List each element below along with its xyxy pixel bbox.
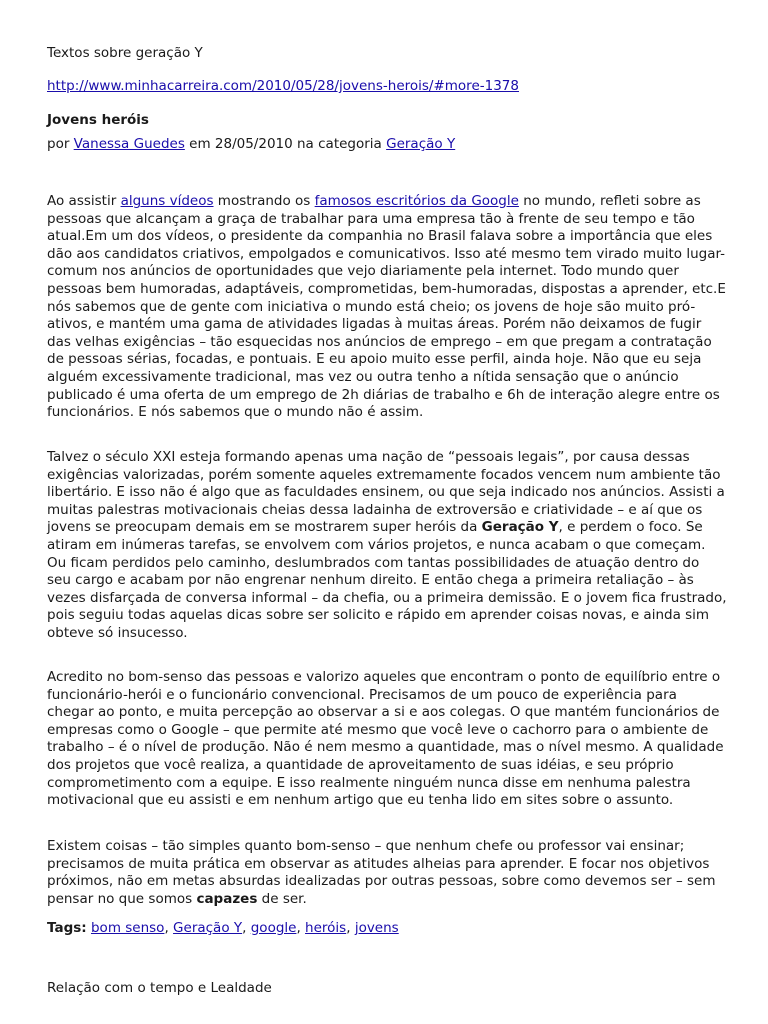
tag-link-jovens[interactable]: jovens xyxy=(354,920,399,936)
paragraph-1 xyxy=(47,193,727,422)
paragraph-4-text-b: de ser. xyxy=(257,890,307,907)
paragraph-3 xyxy=(47,669,727,810)
tag-link-herois[interactable]: heróis xyxy=(305,920,347,936)
category-link[interactable]: Geração Y xyxy=(386,136,456,152)
tag-link-google[interactable]: google xyxy=(250,920,297,936)
paragraph-4-bold: capazes xyxy=(196,890,258,907)
videos-link[interactable]: alguns vídeos xyxy=(120,193,214,209)
paragraph-4 xyxy=(47,838,727,908)
google-offices-link[interactable]: famosos escritórios da Google xyxy=(314,193,519,209)
byline-mid: em 28/05/2010 na categoria xyxy=(184,136,387,152)
paragraph-2-text-b: , e perdem o foco. Se atiram em inúmeras tarefas, se envolvem com vários projetos, e nunca acabam o que começam. Ou ficam perdidos pelo caminho, deslumbrados com tantas possibilidades de atuação dentro do seu cargo e acabam por não engrenar nenhum direito. E então chega a primeira retaliação – às vezes disfarçada de conversa informal – da chefia, ou a primeira demissão. E o jovem fica frustrado, pois seguiu todas aquelas dicas sobre ser solicito e rápido em aprender coisas novas, e ainda sim obteve só insucesso. xyxy=(47,519,727,641)
byline-prefix: por xyxy=(47,136,74,152)
tag-separator: , xyxy=(164,920,174,936)
post-byline xyxy=(47,136,455,153)
paragraph-1-text-c: no mundo, refleti sobre as pessoas que alcançam a graça de trabalhar para uma empresa tão à frente de seu tempo e tão atual.Em um dos vídeos, o presidente da companhia no Brasil falava sobre a importância que eles dão aos candidatos criativos, empolgados e comunicativos. Isso até mesmo tem virado muito lugar-comum nos anúncios de oportunidades que vejo diariamente pela internet. Todo mundo quer pessoas bem humoradas, adaptáveis, comprometidas, bem-humoradas, dispostas a aprender, etc.E nós sabemos que de gente com iniciativa o mundo está cheio; os jovens de hoje são muito pró-ativos, e mantém uma gama de atividades ligadas à muitas áreas. Porém não deixamos de fugir das velhas exigências – tão esquecidas nos anúncios de emprego – em que pregam a contratação de pessoas sérias, focadas, e pontuais. E eu apoio muito esse perfil, ainda hoje. Não que eu seja alguém excessivamente tradicional, mas vez ou outra tenho a nítida sensação que o anúncio publicado é uma oferta de um emprego de 2h diárias de trabalho e 6h de interação alegre entre os funcionários. E nós sabemos que o mundo não é assim. xyxy=(47,193,726,421)
tag-separator: , xyxy=(242,920,251,936)
paragraph-4-text-a: Existem coisas – tão simples quanto bom-senso – que nenhum chefe ou professor vai ensinar; precisamos de muita prática em observar as atitudes alheias para aprender. E focar nos objetivos próximos, não em metas absurdas idealizadas por outras pessoas, sobre como devemos ser – sem pensar no que somos xyxy=(47,838,716,907)
source-url-link[interactable]: http://www.minhacarreira.com/2010/05/28/jovens-herois/#more-1378 xyxy=(47,78,519,94)
paragraph-1-text-a: Ao assistir xyxy=(47,193,121,209)
next-section-heading: Relação com o tempo e Lealdade xyxy=(47,980,272,996)
tag-link-bom-senso[interactable]: bom senso xyxy=(90,920,165,936)
document-title: Textos sobre geração Y xyxy=(47,45,203,61)
paragraph-2-text-a: Talvez o século XXI esteja formando apenas uma nação de “pessoais legais”, por causa dessas exigências valorizadas, porém somente aqueles extremamente focados vencem num ambiente tão libertário. E isso não é algo que as faculdades ensinem, ou que seja indicado nos anúncios. Assisti a muitas palestras motivacionais cheias dessa ladainha de extroversão e criatividade – e aí que os jovens se preocupam demais em se mostrarem super heróis da xyxy=(47,449,725,536)
source-url-line xyxy=(47,78,519,95)
tag-list xyxy=(91,920,399,936)
author-link[interactable]: Vanessa Guedes xyxy=(73,136,185,152)
tags-label: Tags: xyxy=(47,920,87,936)
tag-separator: , xyxy=(296,920,306,936)
paragraph-2 xyxy=(47,449,727,643)
tag-link-geracao-y[interactable]: Geração Y xyxy=(173,920,243,936)
tag-separator: , xyxy=(346,920,355,936)
tags-line xyxy=(47,920,399,937)
paragraph-2-bold: Geração Y xyxy=(481,519,559,536)
post-title: Jovens heróis xyxy=(47,112,149,128)
paragraph-1-text-b: mostrando os xyxy=(213,193,315,209)
paragraph-3-text: Acredito no bom-senso das pessoas e valorizo aqueles que encontram o ponto de equilíbrio entre o funcionário-herói e o funcionário convencional. Precisamos de um pouco de experiência para chegar ao ponto, e muita percepção ao observar a si e aos colegas. O que mantém funcionários de empresas como o Google – que permite até mesmo que você leve o cachorro para o ambiente de trabalho – é o nível de produção. Não é nem mesmo a quantidade, mas o nível mesmo. A qualidade dos projetos que você realiza, a quantidade de aproveitamento de suas idéias, e seu próprio comprometimento com a equipe. E isso realmente ninguém nunca disse em nenhuma palestra motivacional que eu assisti e em nenhum artigo que eu tenha lido em sites sobre o assunto. xyxy=(47,669,724,809)
